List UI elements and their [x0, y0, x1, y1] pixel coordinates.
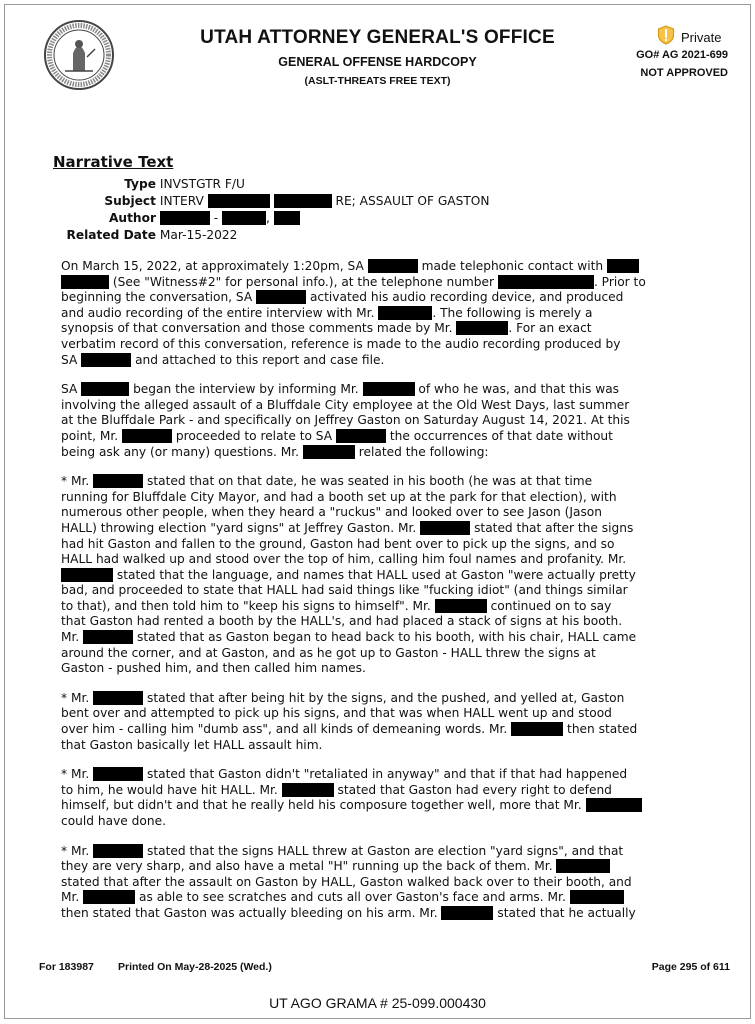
redaction-box — [441, 906, 493, 920]
narrative-paragraph — [61, 259, 721, 368]
narrative-line: around the corner, and at Gaston, and as he got up to Gaston - HALL threw the signs at — [61, 645, 596, 660]
narrative-line: Gaston - pushed him, and then called him names. — [61, 661, 366, 676]
narrative-line: stated that the language, and names that HALL used at Gaston "were actually pretty — [61, 568, 721, 584]
go-number: GO# AG 2021-699 — [636, 49, 728, 61]
narrative-line: bad, and proceeded to state that HALL had said things like "fucking idiot" (and things similar — [61, 583, 628, 598]
redaction-box — [586, 798, 642, 812]
redaction-box — [274, 211, 300, 225]
redaction-box — [363, 382, 415, 396]
redaction-box — [303, 445, 355, 459]
approval-status: NOT APPROVED — [640, 67, 728, 79]
redaction-box — [456, 321, 508, 335]
redaction-box — [498, 275, 594, 289]
narrative-line: verbatim record of this conversation, reference is made to the audio recording produced by — [61, 336, 621, 351]
narrative-line: Mr. as able to see scratches and cuts all over Gaston's face and arms. Mr. — [61, 890, 721, 906]
agency-title: UTAH ATTORNEY GENERAL'S OFFICE — [200, 27, 555, 48]
narrative-line: On March 15, 2022, at approximately 1:20pm, SA made telephonic contact with — [61, 259, 721, 275]
narrative-line: they are very sharp, and also have a metal "H" running up the back of them. Mr. — [61, 859, 721, 875]
narrative-line: that Gaston had rented a booth by the HALL's, and had placed a stack of signs at his booth. — [61, 614, 623, 629]
footer-for: For 183987 — [39, 961, 94, 973]
narrative-line: bent over and attempted to pick up his signs, and that was when HALL went up and stood — [61, 706, 612, 721]
narrative-line: stated that after the assault on Gaston by HALL, Gaston walked back over to their booth, and — [61, 874, 632, 889]
footer-page: Page 295 of 611 — [651, 961, 730, 973]
narrative-line: beginning the conversation, SA activated his audio recording device, and produced — [61, 290, 624, 305]
footer-printed: Printed On May-28-2025 (Wed.) — [118, 961, 272, 973]
redaction-box — [83, 630, 133, 644]
subject-label: Subject — [104, 194, 156, 208]
redaction-box — [61, 568, 113, 582]
narrative-line: and audio recording of the entire interview with Mr. . The following is merely a — [61, 305, 593, 320]
narrative-paragraph — [61, 382, 721, 460]
narrative-line: that Gaston basically let HALL assault him. — [61, 737, 323, 752]
author-label: Author — [109, 211, 156, 225]
redaction-box — [61, 275, 109, 289]
narrative-line: being ask any (or many) questions. Mr. related the following: — [61, 444, 489, 459]
redaction-box — [368, 259, 418, 273]
redaction-box — [81, 353, 131, 367]
type-label: Type — [124, 177, 156, 191]
narrative-line: * Mr. stated that Gaston didn't "retaliated in anyway" and that if that had happened — [61, 767, 628, 782]
redaction-box — [420, 521, 470, 535]
shield-icon — [657, 25, 675, 45]
redaction-box — [556, 859, 610, 873]
narrative-line: (See "Witness#2" for personal info.), at the telephone number . Prior to — [61, 275, 721, 291]
subject-row — [53, 193, 490, 210]
redaction-box — [93, 474, 143, 488]
redaction-box — [378, 306, 432, 320]
narrative-line: SA and attached to this report and case file. — [61, 352, 385, 367]
redaction-box — [435, 599, 487, 613]
author-separator: - — [213, 211, 219, 225]
author-separator: , — [266, 211, 270, 225]
narrative-paragraph — [61, 767, 721, 829]
grama-number: UT AGO GRAMA # 25-099.000430 — [269, 995, 486, 1011]
redaction-box — [208, 194, 270, 208]
narrative-line: to him, he would have hit HALL. Mr. stated that Gaston had every right to defend — [61, 782, 612, 797]
redaction-box — [93, 844, 143, 858]
redaction-box — [93, 691, 143, 705]
narrative-line: point, Mr. proceeded to relate to SA the occurrences of that date without — [61, 428, 613, 443]
redaction-box — [336, 429, 386, 443]
narrative-line: Mr. stated that as Gaston began to head back to his booth, with his chair, HALL came — [61, 630, 637, 645]
redaction-box — [93, 767, 143, 781]
narrative-paragraph — [61, 474, 721, 677]
narrative-line: HALL had walked up and stood over the top of him, calling him foul names and profanity. Mr. — [61, 552, 627, 567]
narrative-line: then stated that Gaston was actually bleeding on his arm. Mr. stated that he actually — [61, 905, 636, 920]
report-subtype: (ASLT-THREATS FREE TEXT) — [304, 75, 451, 87]
narrative-line: involving the alleged assault of a Bluffdale City employee at the Old West Days, last summer — [61, 397, 630, 412]
type-row — [53, 176, 490, 193]
narrative-line: * Mr. stated that the signs HALL threw at Gaston are election "yard signs", and that — [61, 843, 624, 858]
document-page — [4, 4, 751, 1019]
section-title: Narrative Text — [53, 153, 174, 171]
redaction-box — [282, 783, 334, 797]
report-type: GENERAL OFFENSE HARDCOPY — [278, 55, 477, 69]
redaction-box — [607, 259, 639, 273]
narrative-line: * Mr. stated that on that date, he was seated in his booth (he was at that time — [61, 474, 593, 489]
narrative-line: could have done. — [61, 814, 166, 828]
redaction-box — [81, 382, 129, 396]
subject-prefix: INTERV — [159, 194, 204, 208]
narrative-line: to that), and then told him to "keep his signs to himself". Mr. continued on to say — [61, 598, 612, 613]
narrative-line: himself, but didn't and that he really held his composure together well, more that Mr. — [61, 798, 721, 814]
narrative-paragraph — [61, 691, 721, 753]
narrative-line: running for Bluffdale City Mayor, and had a booth set up at the park for that election), with — [61, 489, 617, 504]
subject-suffix: RE; ASSAULT OF GASTON — [335, 194, 490, 208]
narrative-line: SA began the interview by informing Mr. of who he was, and that this was — [61, 382, 620, 397]
redaction-box — [511, 722, 563, 736]
narrative-line: over him - calling him "dumb ass", and all kinds of demeaning words. Mr. then stated — [61, 722, 638, 737]
narrative-line: had hit Gaston and fallen to the ground, Gaston had bent over to pick up the signs, and so — [61, 536, 615, 551]
narrative-line: HALL) throwing election "yard signs" at Jeffrey Gaston. Mr. stated that after the signs — [61, 520, 634, 535]
redaction-box — [83, 890, 135, 904]
author-row — [53, 210, 490, 227]
redaction-box — [122, 429, 172, 443]
narrative-paragraph — [61, 844, 721, 922]
narrative-line: at the Bluffdale Park - and specifically on Jeffrey Gaston on Saturday August 14, 2021. At this — [61, 413, 630, 428]
type-value: INVSTGTR F/U — [159, 177, 245, 191]
redaction-box — [256, 290, 306, 304]
date-value: Mar-15-2022 — [159, 228, 238, 242]
date-row — [53, 227, 490, 244]
narrative-line: synopsis of that conversation and those comments made by Mr. . For an exact — [61, 321, 592, 336]
redaction-box — [160, 211, 210, 225]
narrative-metadata — [53, 176, 490, 244]
redaction-box — [222, 211, 266, 225]
narrative-line: numerous other people, when they heard a "ruckus" and looked over to see Jason (Jason — [61, 505, 602, 520]
narrative-body — [61, 259, 721, 936]
redaction-box — [570, 890, 624, 904]
redaction-box — [274, 194, 332, 208]
date-label: Related Date — [66, 228, 156, 242]
privacy-label: Private — [681, 30, 722, 45]
narrative-line: * Mr. stated that after being hit by the signs, and the pushed, and yelled at, Gaston — [61, 690, 625, 705]
